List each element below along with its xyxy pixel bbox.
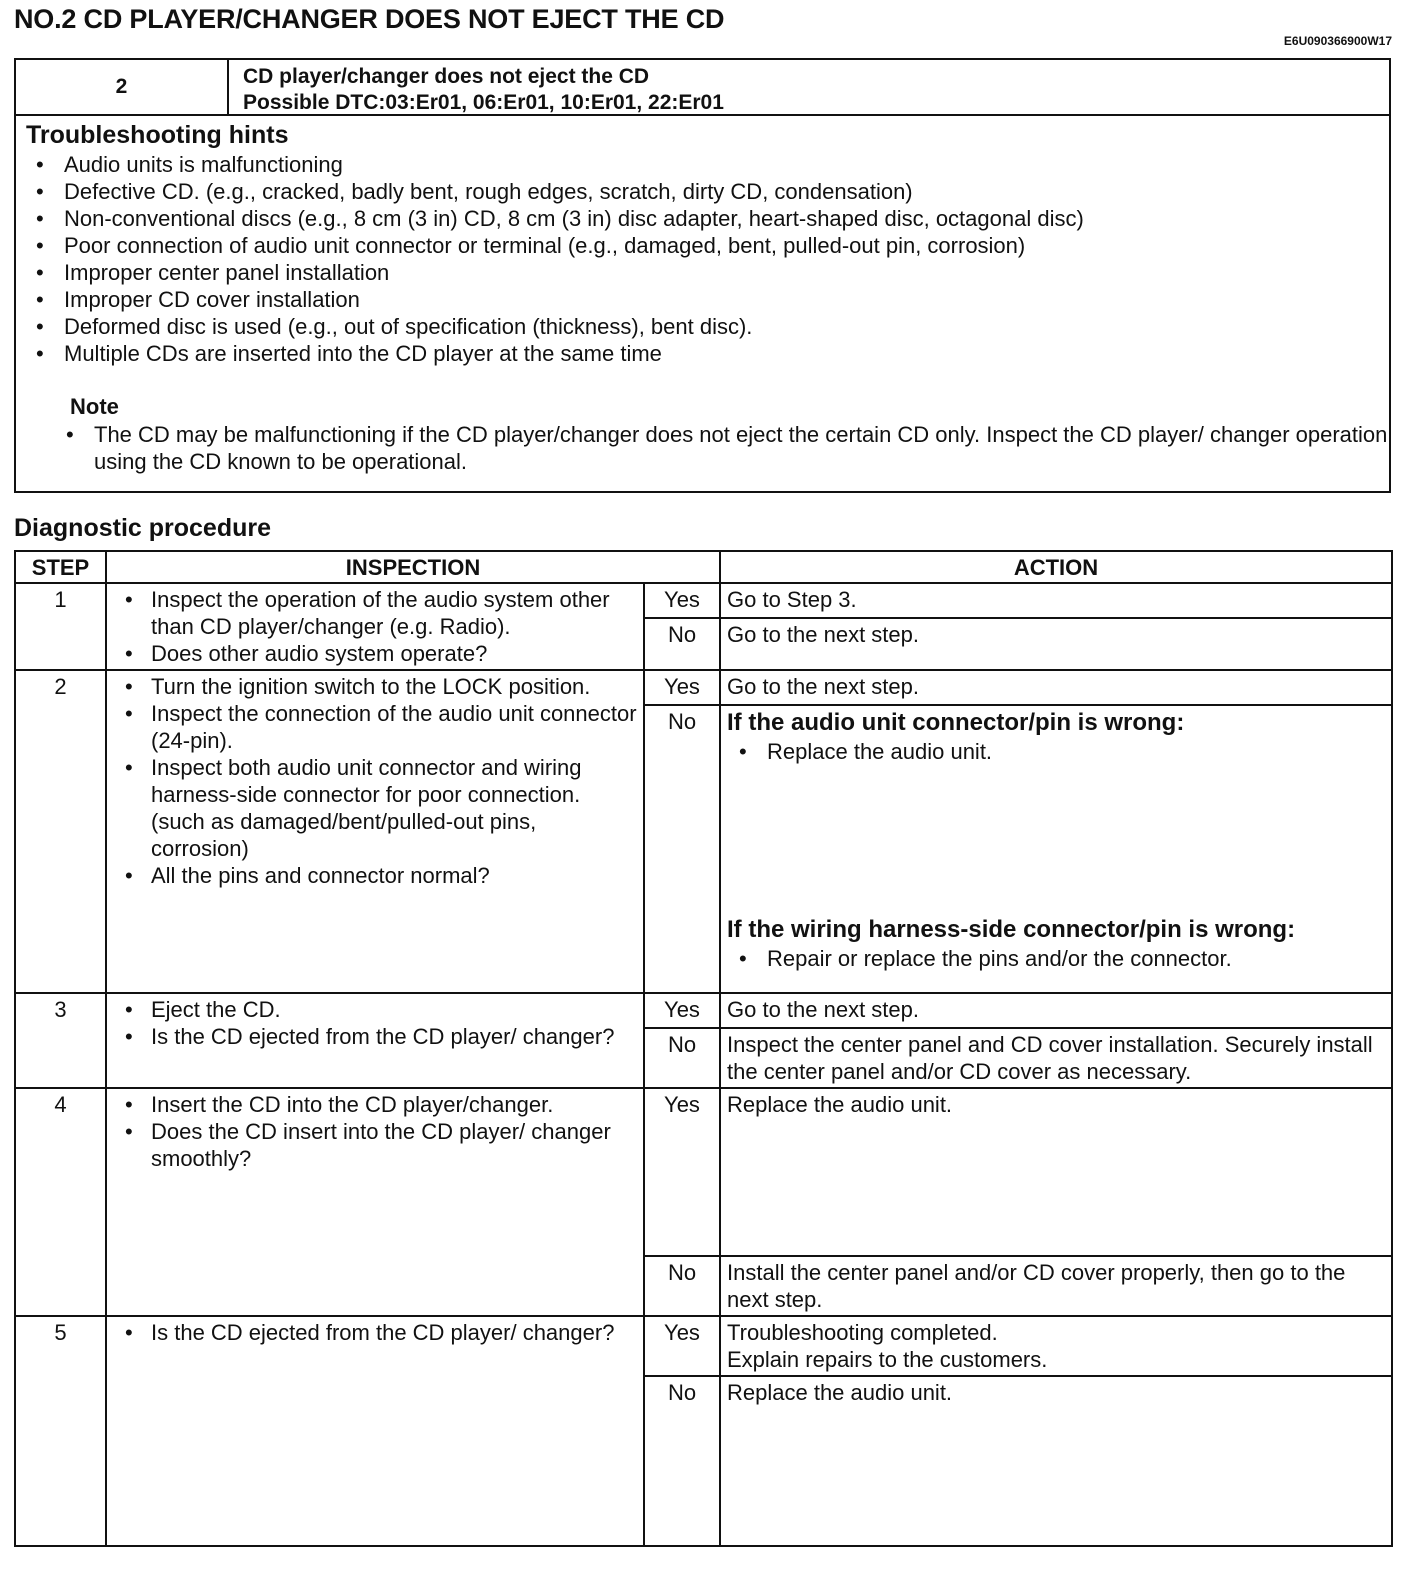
inspection-item: • Turn the ignition switch to the LOCK position. xyxy=(113,673,637,700)
no-label: No xyxy=(644,618,720,670)
inspection-item: • Inspect the operation of the audio system other than CD player/changer (e.g. Radio). xyxy=(113,586,637,640)
yes-action: Go to Step 3. xyxy=(720,583,1392,618)
column-header-action: ACTION xyxy=(720,551,1392,583)
table-row xyxy=(15,670,1392,705)
yes-label: Yes xyxy=(644,993,720,1028)
step-number: 5 xyxy=(15,1316,106,1546)
table-row xyxy=(15,1088,1392,1256)
inspection-item: • Does the CD insert into the CD player/ changer smoothly? xyxy=(113,1118,637,1172)
inspection-item: • Is the CD ejected from the CD player/ changer? xyxy=(113,1319,637,1346)
yes-label: Yes xyxy=(644,1316,720,1376)
yes-action: Go to the next step. xyxy=(720,670,1392,705)
symptom-title: CD player/changer does not eject the CD xyxy=(243,65,650,88)
step-number: 3 xyxy=(15,993,106,1088)
note-item: • The CD may be malfunctioning if the CD player/changer does not eject the certain CD only. Inspect the CD player/ changer operation using the CD known to be operational. xyxy=(26,421,1389,475)
step-number: 4 xyxy=(15,1088,106,1316)
symptom-number: 2 xyxy=(16,60,229,114)
inspection-item: • Inspect both audio unit connector and wiring harness-side connector for poor connection. (such as damaged/bent/pulled-out pins, corrosion) xyxy=(113,754,637,862)
note-list xyxy=(26,421,1389,475)
inspection-cell xyxy=(106,1316,644,1546)
no-label: No xyxy=(644,1256,720,1316)
inspection-item: • All the pins and connector normal? xyxy=(113,862,637,889)
table-row xyxy=(15,583,1392,618)
action-item: • Repair or replace the pins and/or the connector. xyxy=(727,945,1385,972)
inspection-item: • Eject the CD. xyxy=(113,996,637,1023)
hints-heading: Troubleshooting hints xyxy=(26,121,289,149)
action-item: • Replace the audio unit. xyxy=(727,738,1385,765)
inspection-item: • Insert the CD into the CD player/changer. xyxy=(113,1091,637,1118)
no-action: Go to the next step. xyxy=(720,618,1392,670)
inspection-item: • Is the CD ejected from the CD player/ changer? xyxy=(113,1023,637,1050)
diagnostic-procedure-table xyxy=(14,550,1393,1547)
inspection-cell xyxy=(106,670,644,993)
hints-list xyxy=(26,151,1389,367)
inspection-cell xyxy=(106,583,644,670)
step-number: 2 xyxy=(15,670,106,993)
action-line: Troubleshooting completed. xyxy=(727,1320,998,1345)
no-label: No xyxy=(644,1028,720,1088)
yes-label: Yes xyxy=(644,670,720,705)
hint-item: • Improper center panel installation xyxy=(26,259,1389,286)
yes-label: Yes xyxy=(644,583,720,618)
table-row xyxy=(15,1316,1392,1376)
hint-item: • Poor connection of audio unit connector or terminal (e.g., damaged, bent, pulled-out pin, corrosion) xyxy=(26,232,1389,259)
no-action xyxy=(720,705,1392,993)
table-header-row xyxy=(15,551,1392,583)
harness-fault-heading: If the wiring harness-side connector/pin is wrong: xyxy=(727,916,1296,943)
yes-action: Go to the next step. xyxy=(720,993,1392,1028)
step-number: 1 xyxy=(15,583,106,670)
hint-item: • Defective CD. (e.g., cracked, badly bent, rough edges, scratch, dirty CD, condensation) xyxy=(26,178,1389,205)
hint-item: • Multiple CDs are inserted into the CD player at the same time xyxy=(26,340,1389,367)
symptom-header xyxy=(14,58,1391,116)
symptom-description xyxy=(229,60,724,114)
no-label: No xyxy=(644,1376,720,1546)
column-header-inspection: INSPECTION xyxy=(106,551,720,583)
yes-action: Replace the audio unit. xyxy=(720,1088,1392,1256)
no-action: Replace the audio unit. xyxy=(720,1376,1392,1546)
inspection-item: • Inspect the connection of the audio unit connector (24-pin). xyxy=(113,700,637,754)
hint-item: • Improper CD cover installation xyxy=(26,286,1389,313)
document-code: E6U090366900W17 xyxy=(1283,34,1392,48)
no-label: No xyxy=(644,705,720,993)
inspection-item: • Does other audio system operate? xyxy=(113,640,637,667)
inspection-cell xyxy=(106,993,644,1088)
possible-dtc: Possible DTC:03:Er01, 06:Er01, 10:Er01, 22:Er01 xyxy=(243,91,724,114)
yes-action xyxy=(720,1316,1392,1376)
column-header-step: STEP xyxy=(15,551,106,583)
hint-item: • Deformed disc is used (e.g., out of specification (thickness), bent disc). xyxy=(26,313,1389,340)
page-title: NO.2 CD PLAYER/CHANGER DOES NOT EJECT THE CD xyxy=(14,4,725,34)
inspection-cell xyxy=(106,1088,644,1316)
hint-item: • Audio units is malfunctioning xyxy=(26,151,1389,178)
hint-item: • Non-conventional discs (e.g., 8 cm (3 in) CD, 8 cm (3 in) disc adapter, heart-shaped disc, octagonal disc) xyxy=(26,205,1389,232)
audio-unit-fault-heading: If the audio unit connector/pin is wrong: xyxy=(727,709,1185,736)
table-row xyxy=(15,993,1392,1028)
troubleshooting-hints xyxy=(14,116,1391,493)
note-heading: Note xyxy=(70,394,119,419)
diagnostic-procedure-heading: Diagnostic procedure xyxy=(14,514,271,542)
action-line: Explain repairs to the customers. xyxy=(727,1347,1048,1372)
no-action: Install the center panel and/or CD cover properly, then go to the next step. xyxy=(720,1256,1392,1316)
no-action: Inspect the center panel and CD cover installation. Securely install the center panel and/or CD cover as necessary. xyxy=(720,1028,1392,1088)
yes-label: Yes xyxy=(644,1088,720,1256)
